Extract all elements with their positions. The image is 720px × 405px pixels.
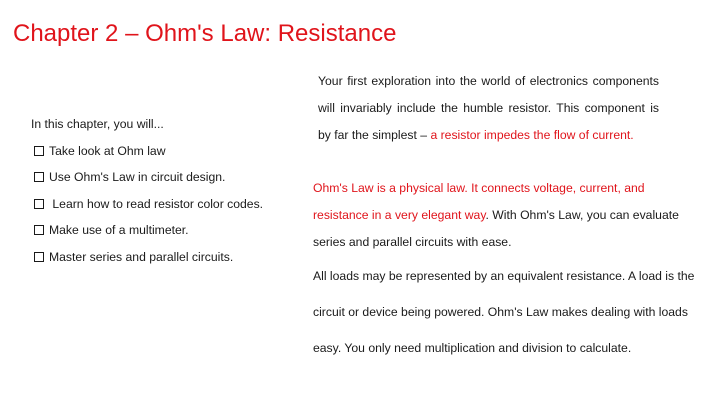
checkbox-icon xyxy=(34,199,44,209)
objectives-intro: In this chapter, you will... xyxy=(31,117,164,131)
checkbox-icon xyxy=(34,172,44,182)
checkbox-icon xyxy=(34,146,44,156)
objective-item xyxy=(31,191,301,218)
checkbox-icon xyxy=(34,252,44,262)
loads-paragraph: All loads may be represented by an equivalent resistance. A load is the circuit or device being powered. Ohm's Law makes dealing with loads easy. You only need multiplication and division to calculate. xyxy=(313,269,695,355)
objective-text: Make use of a multimeter. xyxy=(49,223,189,237)
ohms-law-paragraph xyxy=(313,175,695,256)
resistor-paragraph xyxy=(318,68,659,149)
objectives-list xyxy=(31,138,301,271)
objective-text: Take look at Ohm law xyxy=(49,143,166,158)
resistor-text: Your first exploration into the world of electronics components will invariably include the humble resistor. This component is by far the simplest – xyxy=(318,74,659,142)
objective-text: Learn how to read resistor color codes. xyxy=(49,196,264,211)
objective-item xyxy=(31,138,301,165)
objective-item xyxy=(31,217,301,244)
resistor-highlight: a resistor impedes the flow of current. xyxy=(430,128,634,142)
objective-text: Use Ohm's Law in circuit design. xyxy=(49,170,226,184)
objective-item xyxy=(31,244,301,271)
objectives-panel xyxy=(31,111,301,270)
ohms-law-highlight: Ohm's Law is a physical law. It connects voltage, current, and resistance in a very elegant way xyxy=(313,181,645,222)
ohms-law-text: . With Ohm's Law, you can evaluate series and parallel circuits with ease. xyxy=(313,208,679,249)
checkbox-icon xyxy=(34,225,44,235)
objective-item xyxy=(31,164,301,191)
slide-title: Chapter 2 – Ohm's Law: Resistance xyxy=(13,20,397,47)
objective-text: Master series and parallel circuits. xyxy=(49,249,234,264)
